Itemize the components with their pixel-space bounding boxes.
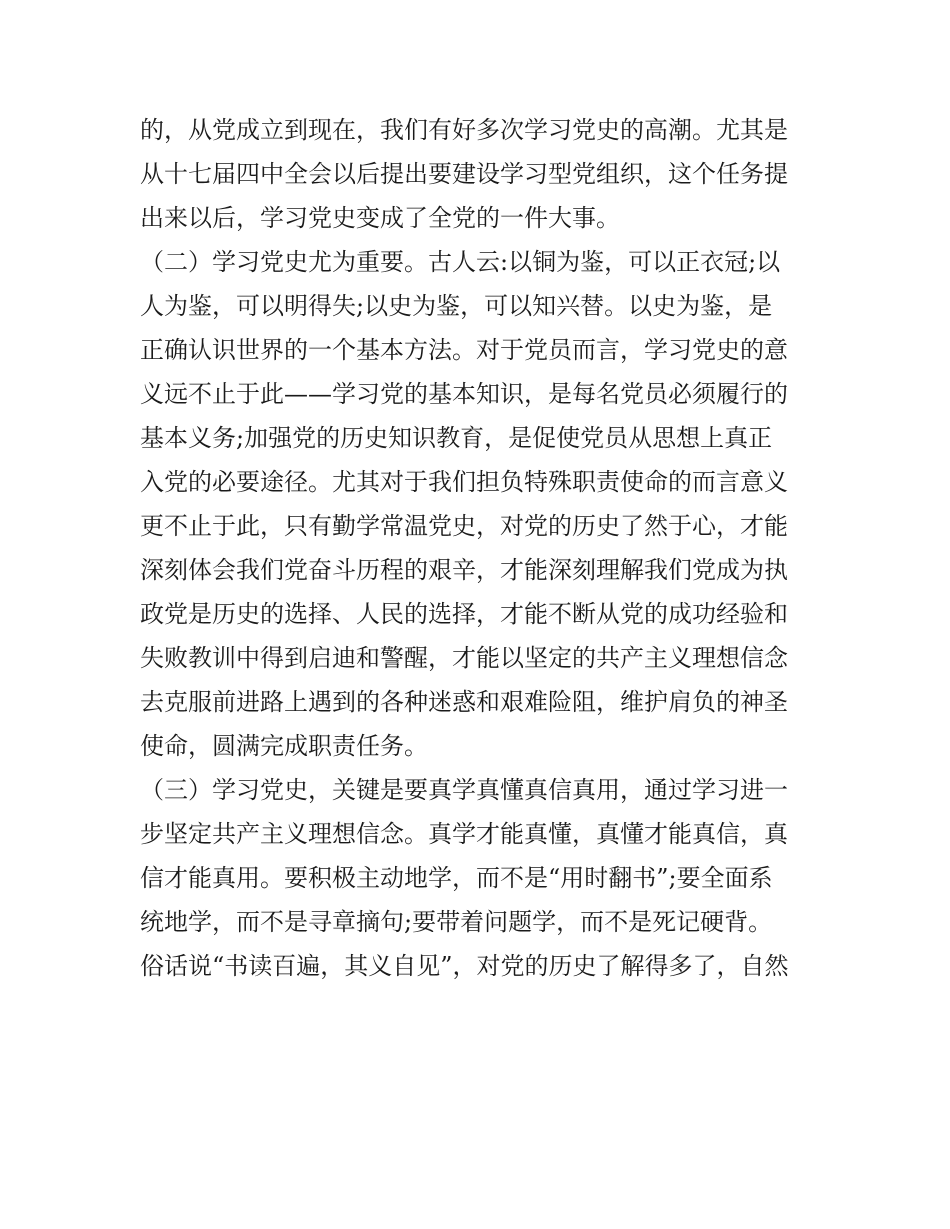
text-line: 正确认识世界的一个基本方法。对于党员而言，学习党史的意 — [140, 336, 788, 364]
text-line: 义远不止于此——学习党的基本知识，是每名党员必须履行的 — [140, 380, 788, 408]
text-line: 人为鉴，可以明得失;以史为鉴，可以知兴替。以史为鉴，是 — [140, 292, 773, 320]
text-line: 俗话说“书读百遍，其义自见”，对党的历史了解得多了，自然 — [140, 952, 789, 980]
text-line: 从十七届四中全会以后提出要建设学习型党组织，这个任务提 — [140, 160, 788, 188]
text-line: 失败教训中得到启迪和警醒，才能以坚定的共产主义理想信念 — [140, 644, 788, 672]
text-line: 信才能真用。要积极主动地学，而不是“用时翻书”;要全面系 — [140, 864, 773, 892]
text-line: 去克服前进路上遇到的各种迷惑和艰难险阻，维护肩负的神圣 — [140, 688, 788, 716]
text-line: 统地学，而不是寻章摘句;要带着问题学，而不是死记硬背。 — [140, 908, 773, 936]
text-line: 深刻体会我们党奋斗历程的艰辛，才能深刻理解我们党成为执 — [140, 556, 788, 584]
body-text — [140, 108, 820, 988]
text-line: 使命，圆满完成职责任务。 — [140, 732, 428, 760]
text-line: 入党的必要途径。尤其对于我们担负特殊职责使命的而言意义 — [140, 468, 788, 496]
text-line: （二）学习党史尤为重要。古人云:以铜为鉴，可以正衣冠;以 — [140, 248, 781, 276]
text-line: 更不止于此，只有勤学常温党史，对党的历史了然于心，才能 — [140, 512, 788, 540]
text-line: 出来以后，学习党史变成了全党的一件大事。 — [140, 204, 620, 232]
text-line: 的，从党成立到现在，我们有好多次学习党史的高潮。尤其是 — [140, 116, 788, 144]
text-line: 政党是历史的选择、人民的选择，才能不断从党的成功经验和 — [140, 600, 788, 628]
text-line: （三）学习党史，关键是要真学真懂真信真用，通过学习进一 — [140, 776, 788, 804]
text-line: 基本义务;加强党的历史知识教育，是促使党员从思想上真正 — [140, 424, 773, 452]
text-line: 步坚定共产主义理想信念。真学才能真懂，真懂才能真信，真 — [140, 820, 788, 848]
